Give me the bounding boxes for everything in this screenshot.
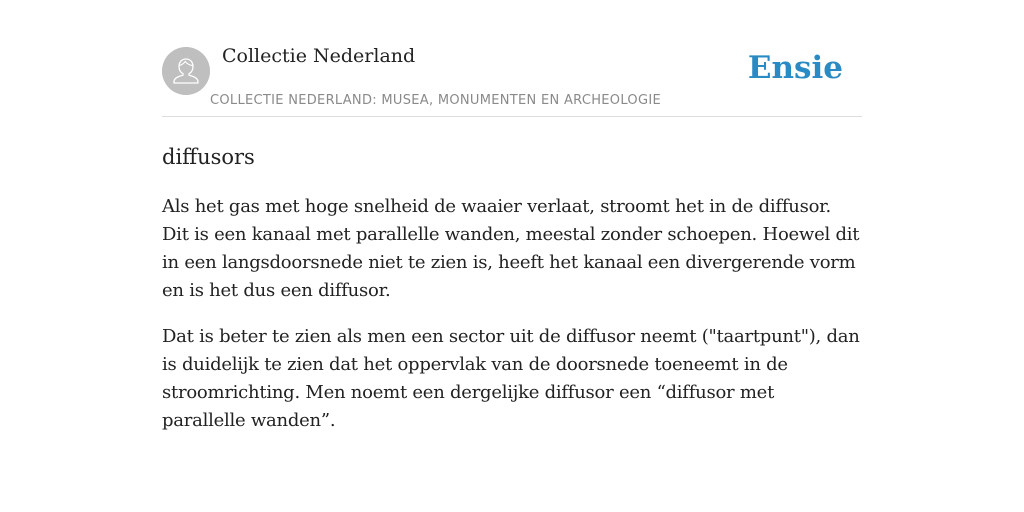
author-name[interactable]: Collectie Nederland	[222, 45, 416, 67]
source-label[interactable]: COLLECTIE NEDERLAND: MUSEA, MONUMENTEN EN ARCHEOLOGIE	[210, 93, 661, 108]
entry-card	[162, 0, 862, 435]
entry-term: diffusors	[162, 145, 255, 169]
entry-paragraph: Dat is beter te zien als men een sector uit de diffusor neemt ("taartpunt"), dan is duidelijk te zien dat het oppervlak van de doorsnede toeneemt in de stroomrichting. Men noemt een dergelijke diffusor een “diffusor met parallelle wanden”.	[162, 326, 860, 431]
brand-logo[interactable]: Ensie	[747, 50, 843, 86]
avatar[interactable]	[162, 47, 210, 95]
user-silhouette-icon	[162, 47, 210, 95]
entry-paragraph: Als het gas met hoge snelheid de waaier verlaat, stroomt het in de diffusor. Dit is een kanaal met parallelle wanden, meestal zonder schoepen. Hoewel dit in een langsdoorsnede niet te zien is, heeft het kanaal een divergerende vorm en is het dus een diffusor.	[162, 196, 860, 301]
entry-header	[162, 0, 862, 117]
